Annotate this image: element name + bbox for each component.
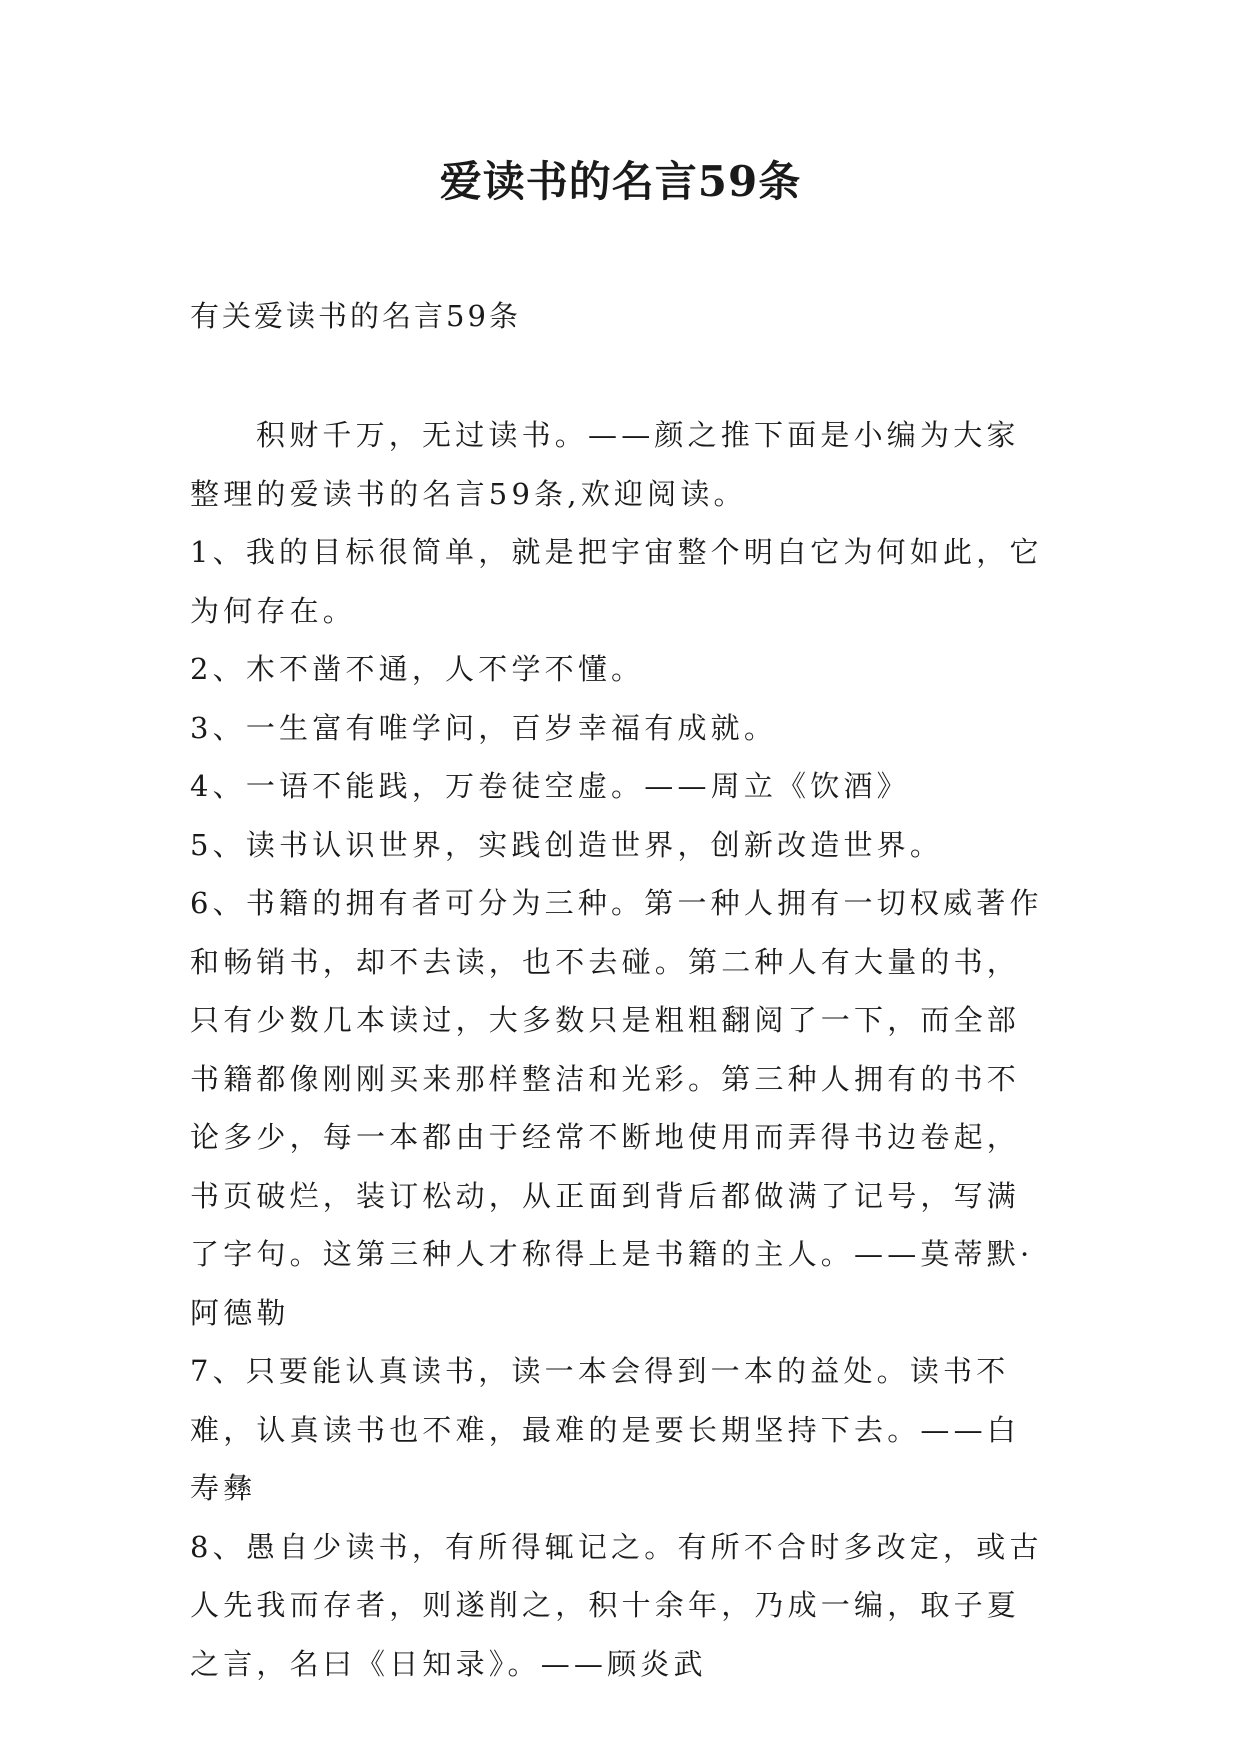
quote-item-3: 3、一生富有唯学问，百岁幸福有成就。	[190, 710, 778, 745]
quote-item-4: 4、一语不能践，万卷徒空虚。——周立《饮酒》	[190, 769, 910, 803]
quote-item-8: 8、愚自少读书，有所得辄记之。有所不合时多改定，或古人先我而存者，则遂削之，积十余年，乃成一编，取子夏之言，名曰《日知录》。——顾炎武	[190, 1529, 1043, 1681]
quote-item-1: 1、我的目标很简单，就是把宇宙整个明白它为何如此，它为何存在。	[190, 535, 1043, 628]
document-body	[190, 406, 1052, 1693]
quote-item-6: 6、书籍的拥有者可分为三种。第一种人拥有一切权威著作和畅销书，却不去读，也不去碰。第二种人有大量的书，只有少数几本读过，大多数只是粗粗翻阅了一下，而全部书籍都像刚刚买来那样整洁和光彩。第三种人拥有的书不论多少，每一本都由于经常不断地使用而弄得书边卷起，书页破烂，装订松动，从正面到背后都做满了记号，写满了字句。这第三种人才称得上是书籍的主人。——莫蒂默·阿德勒	[190, 886, 1043, 1330]
intro-paragraph: 积财千万，无过读书。——颜之推下面是小编为大家整理的爱读书的名言59条,欢迎阅读。	[190, 418, 1020, 511]
quote-item-5: 5、读书认识世界，实践创造世界，创新改造世界。	[190, 827, 944, 862]
quote-item-7: 7、只要能认真读书，读一本会得到一本的益处。读书不难，认真读书也不难，最难的是要长期坚持下去。——白寿彝	[190, 1354, 1021, 1505]
document-subtitle: 有关爱读书的名言59条	[190, 299, 521, 333]
quote-item-2: 2、木不凿不通，人不学不懂。	[190, 652, 645, 686]
document-title: 爱读书的名言59条	[439, 157, 802, 206]
